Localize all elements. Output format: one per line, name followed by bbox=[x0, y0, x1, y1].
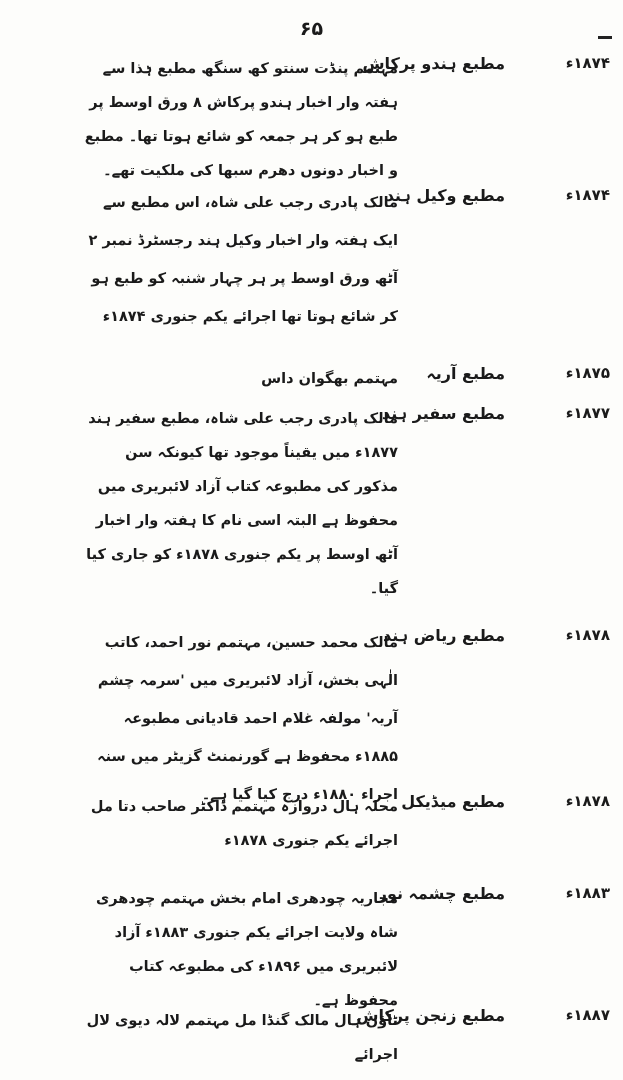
press-description: محلہ ہال دروازہ مہتمم ڈاکٹر صاحب دتا مل اجرائے یکم جنوری ۱۸۷۸ء bbox=[90, 799, 398, 849]
press-year: ۱۸۸۳ء bbox=[565, 884, 610, 902]
press-name: مطبع چشمہ نور bbox=[377, 884, 505, 903]
press-year: ۱۸۷۷ء bbox=[565, 404, 610, 422]
press-year: ۱۸۷۴ء bbox=[565, 54, 610, 72]
press-year: ۱۸۷۸ء bbox=[565, 626, 610, 644]
page-number: ۶۵ bbox=[299, 18, 324, 40]
press-description: مجاریہ چودھری امام بخش مہتمم چودھری شاہ ولایت اجرائے یکم جنوری ۱۸۸۳ء آزاد لائبریری میں ۱۸۹۶ء کی مطبوعہ کتاب محفوظ ہے۔ bbox=[96, 891, 398, 1009]
press-name: مطبع آریہ bbox=[426, 364, 505, 383]
press-year: ۱۸۷۵ء bbox=[565, 364, 610, 382]
press-description: مالک پادری رجب علی شاہ، اس مطبع سے ایک ہفتہ وار اخبار وکیل ہند رجسٹرڈ نمبر ۲ آٹھ ورق اوسط پر ہر چہار شنبہ کو طبع ہو کر شائع ہوتا تھا اجرائے یکم جنوری ۱۸۷۴ء bbox=[88, 195, 398, 325]
press-name: مطبع ریاض ہند bbox=[383, 626, 505, 645]
press-description: مالک پادری رجب علی شاہ، مطبع سفیر ہند ۱۸۷۷ء میں یقیناً موجود تھا کیونکہ سن مذکور کی مطبوعہ کتاب آزاد لائبریری میں محفوظ ہے البتہ اسی نام کا ہفتہ وار اخبار آٹھ اوسط پر یکم جنوری ۱۸۷۸ء کو جاری کیا گیا۔ bbox=[86, 411, 398, 597]
press-description: مالک محمد حسین، مہتمم نور احمد، کاتب الٰہی بخش، آزاد لائبریری میں 'سرمہ چشم آریہ' مولفہ غلام احمد قادیانی مطبوعہ ۱۸۸۵ء محفوظ ہے گورنمنٹ گزیٹر میں سنہ اجراء ۱۸۸۰ء درج کیا گیا ہے۔ bbox=[97, 635, 398, 803]
press-name: مطبع ہندو پرکاش bbox=[362, 54, 505, 73]
press-name: مطبع میڈیکل bbox=[401, 792, 505, 811]
press-description: ٹاؤن ہال مالک گنڈا مل مہتمم لالہ دیوی لال اجرائے bbox=[86, 1013, 398, 1063]
press-description: مہتمم بھگوان داس bbox=[261, 371, 398, 387]
press-description: مہتمم پنڈت سنتو کھ سنگھ مطبع ہٰذا سے ہفتہ وار اخبار ہندو پرکاش ۸ ورق اوسط پر طبع ہو کر ہر جمعہ کو شائع ہوتا تھا۔ مطبع و اخبار دونوں دھرم سبھا کی ملکیت تھے۔ bbox=[84, 61, 398, 179]
press-name: مطبع وکیل ہند bbox=[385, 186, 505, 205]
press-year: ۱۸۷۸ء bbox=[565, 792, 610, 810]
press-name: مطبع زنجن پرکاش bbox=[356, 1006, 505, 1025]
edge-mark bbox=[598, 36, 612, 39]
press-year: ۱۸۸۷ء bbox=[565, 1006, 610, 1024]
press-year: ۱۸۷۴ء bbox=[565, 186, 610, 204]
press-name: مطبع سفیر ہند bbox=[382, 404, 505, 423]
